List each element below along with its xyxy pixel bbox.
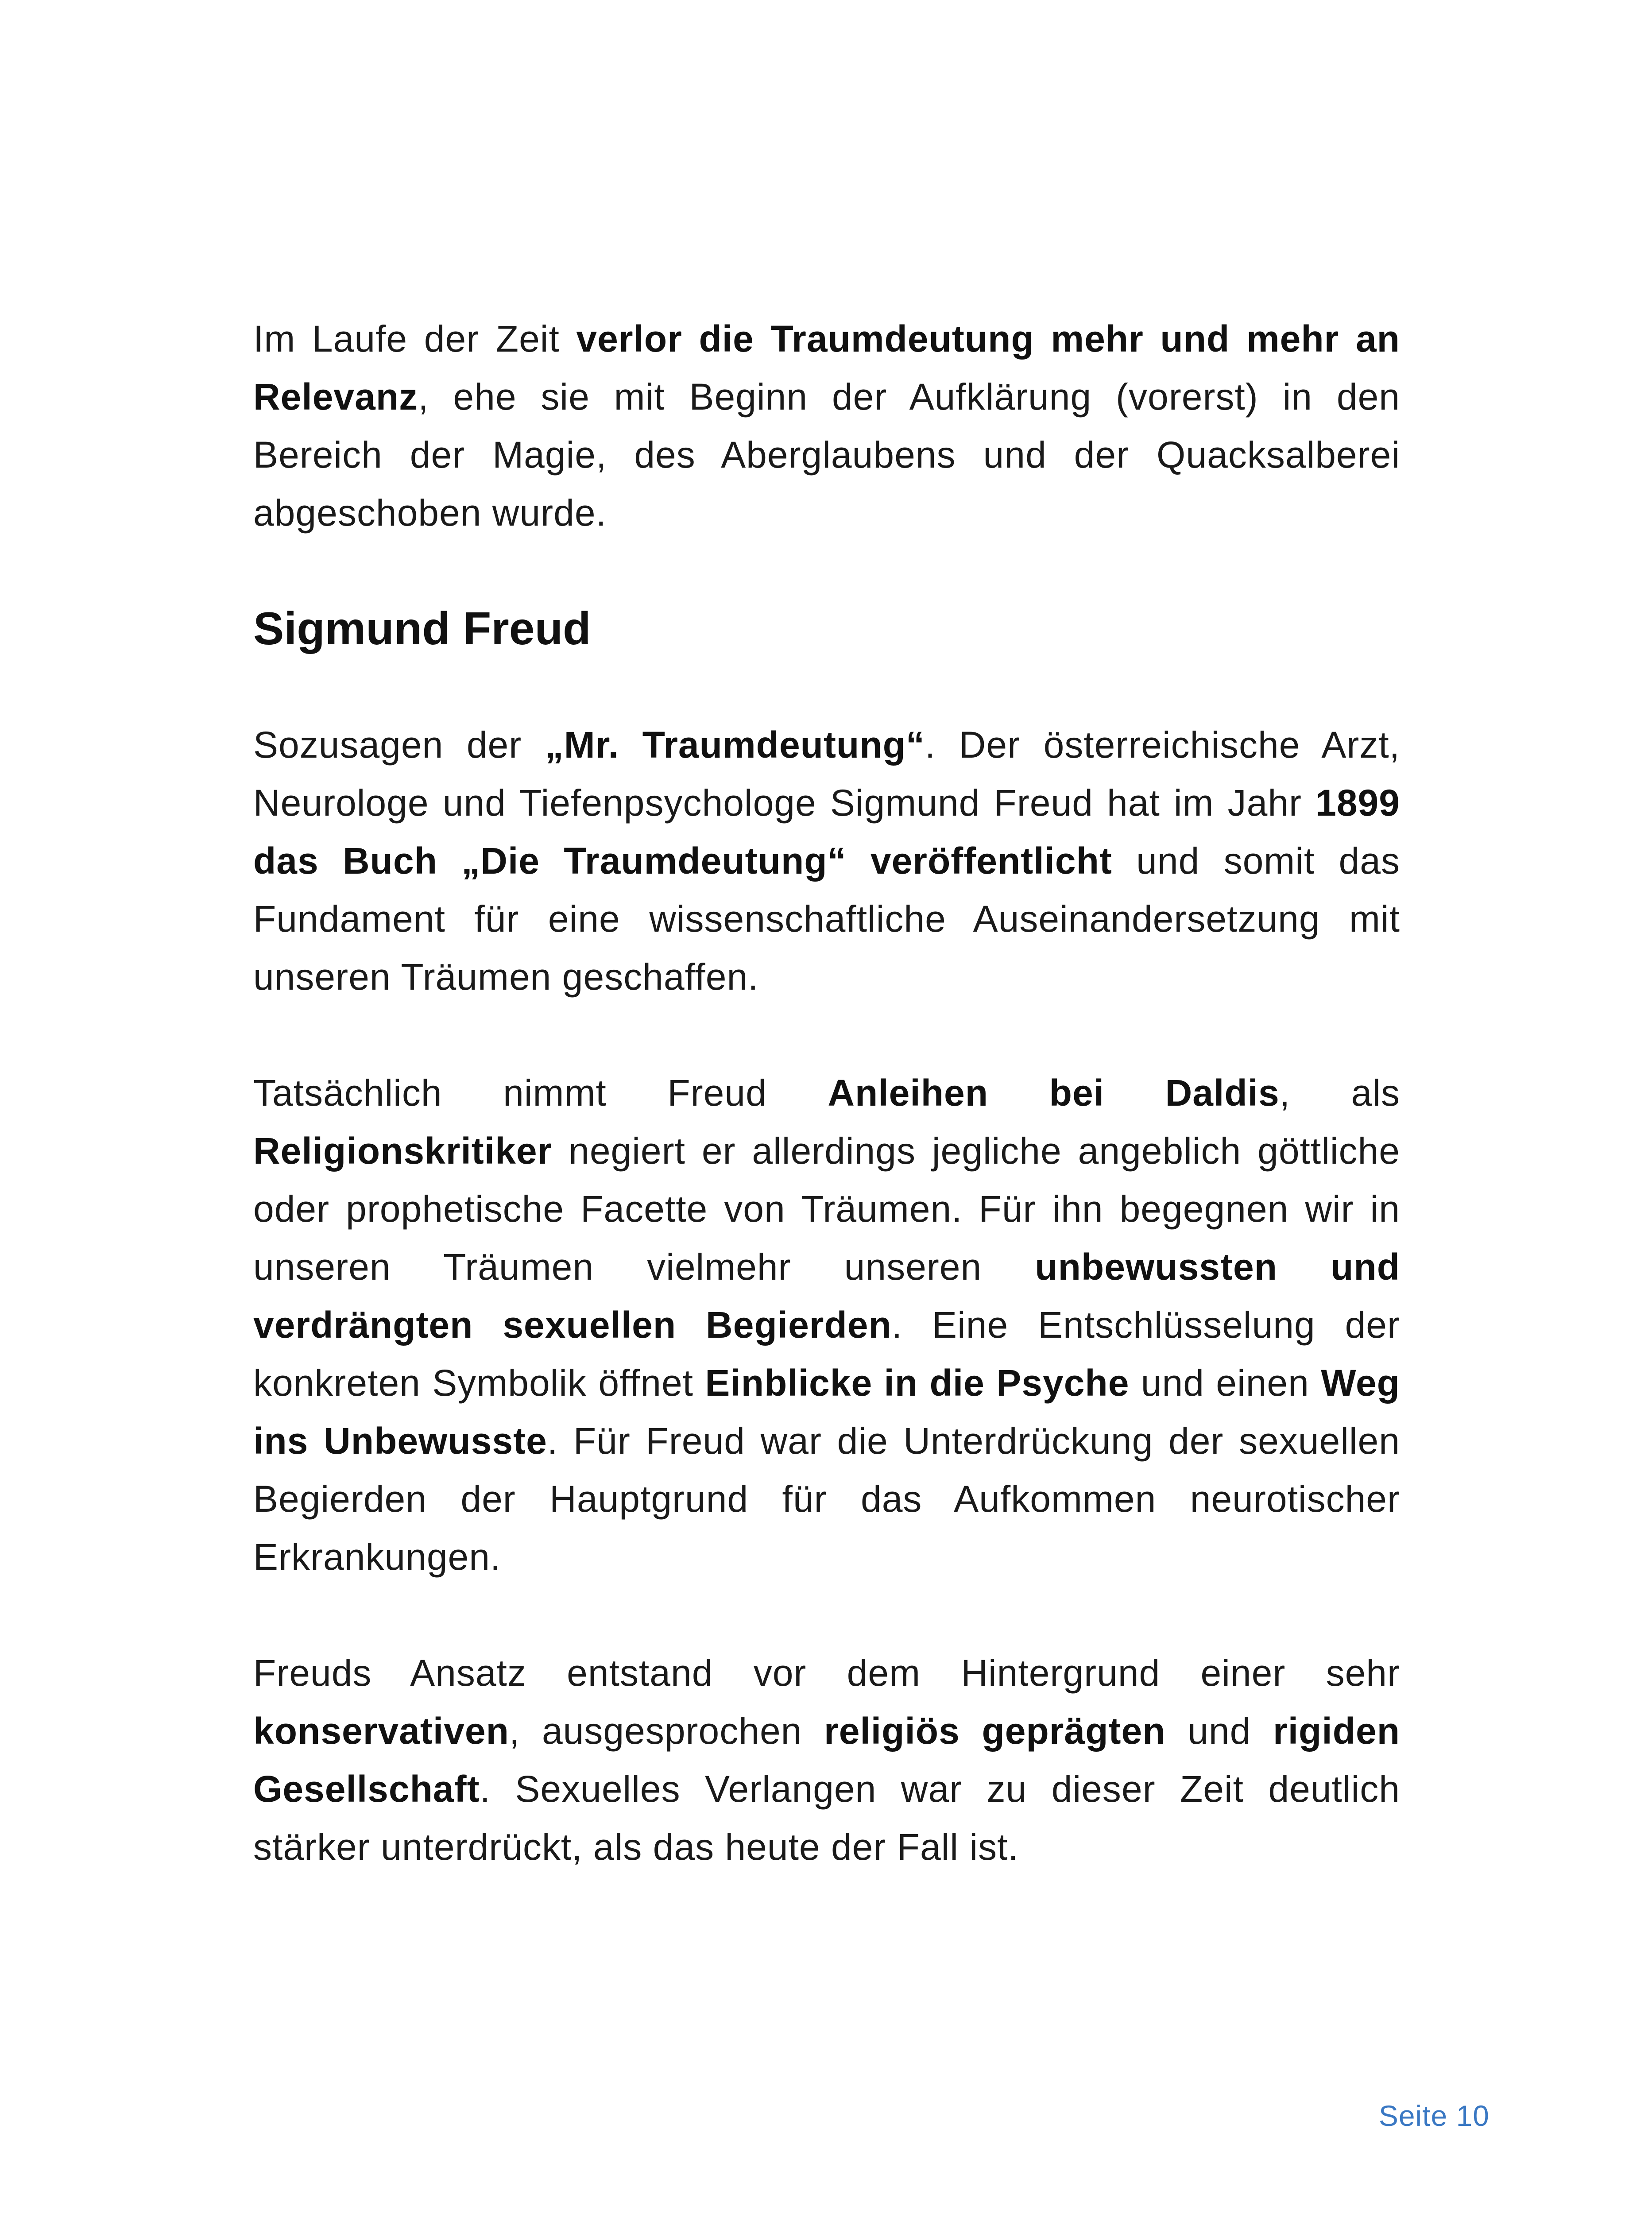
bold-text-run: unbewussten und verdrängten sexuellen Begierden [253, 1246, 1401, 1346]
text-run: und somit das Fundament für eine wissenschaftliche Auseinandersetzung mit unseren Träumen geschaffen. [253, 840, 1400, 998]
text-run: . Sexuelles Verlangen war zu dieser Zeit deutlich stärker unterdrückt, als das heute der Fall ist. [253, 1768, 1400, 1868]
paragraph-daldis [253, 1064, 1400, 1586]
bold-text-run: Einblicke in die Psyche [705, 1362, 1130, 1404]
paragraph-gesellschaft [253, 1644, 1400, 1876]
paragraph-intro [253, 310, 1400, 542]
bold-text-run: rigiden Gesellschaft [253, 1710, 1401, 1810]
page-content [253, 310, 1400, 1934]
paragraph-mr-traumdeutung [253, 716, 1400, 1006]
text-run: Im Laufe der Zeit [253, 318, 576, 360]
text-run: Freuds Ansatz entstand vor dem Hintergrund einer sehr [253, 1652, 1400, 1694]
section-heading: Sigmund Freud [253, 603, 591, 654]
text-run: . Für Freud war die Unterdrückung der sexuellen Begierden der Hauptgrund für das Aufkommen neurotischer Erkrankungen. [253, 1420, 1400, 1578]
text-run: , als [1279, 1072, 1401, 1114]
bold-text-run: konservativen [253, 1710, 509, 1752]
text-run: . Eine Entschlüsselung der konkreten Symbolik öffnet [253, 1304, 1400, 1404]
text-run: . Der österreichische Arzt, Neurologe und Tiefenpsychologe Sigmund Freud hat im Jahr [253, 724, 1401, 824]
bold-text-run: religiös geprägten [824, 1710, 1166, 1752]
text-run: Sozusagen der [253, 724, 545, 766]
text-run: und einen [1129, 1362, 1321, 1404]
bold-text-run: verlor die Traumdeutung mehr und mehr an Relevanz [253, 318, 1400, 418]
page-number: Seite 10 [1378, 2099, 1490, 2132]
bold-text-run: „Mr. Traumdeutung“ [545, 724, 925, 766]
bold-text-run: Weg ins Unbewusste [253, 1362, 1400, 1462]
bold-text-run: 1899 das Buch „Die Traumdeutung“ veröffentlicht [253, 782, 1400, 882]
text-run: negiert er allerdings jegliche angeblich göttliche oder prophetische Facette von Träumen. Für ihn begegnen wir in unseren Träumen vielmehr unseren [253, 1130, 1400, 1288]
text-run: und [1165, 1710, 1273, 1752]
text-run: , ausgesprochen [509, 1710, 824, 1752]
bold-text-run: Anleihen bei Daldis [828, 1072, 1280, 1114]
text-run: Tatsächlich nimmt Freud [253, 1072, 828, 1114]
bold-text-run: Religionskritiker [253, 1130, 553, 1172]
text-run: , ehe sie mit Beginn der Aufklärung (vorerst) in den Bereich der Magie, des Aberglaubens und der Quacksalberei abgeschoben wurde. [253, 376, 1400, 534]
